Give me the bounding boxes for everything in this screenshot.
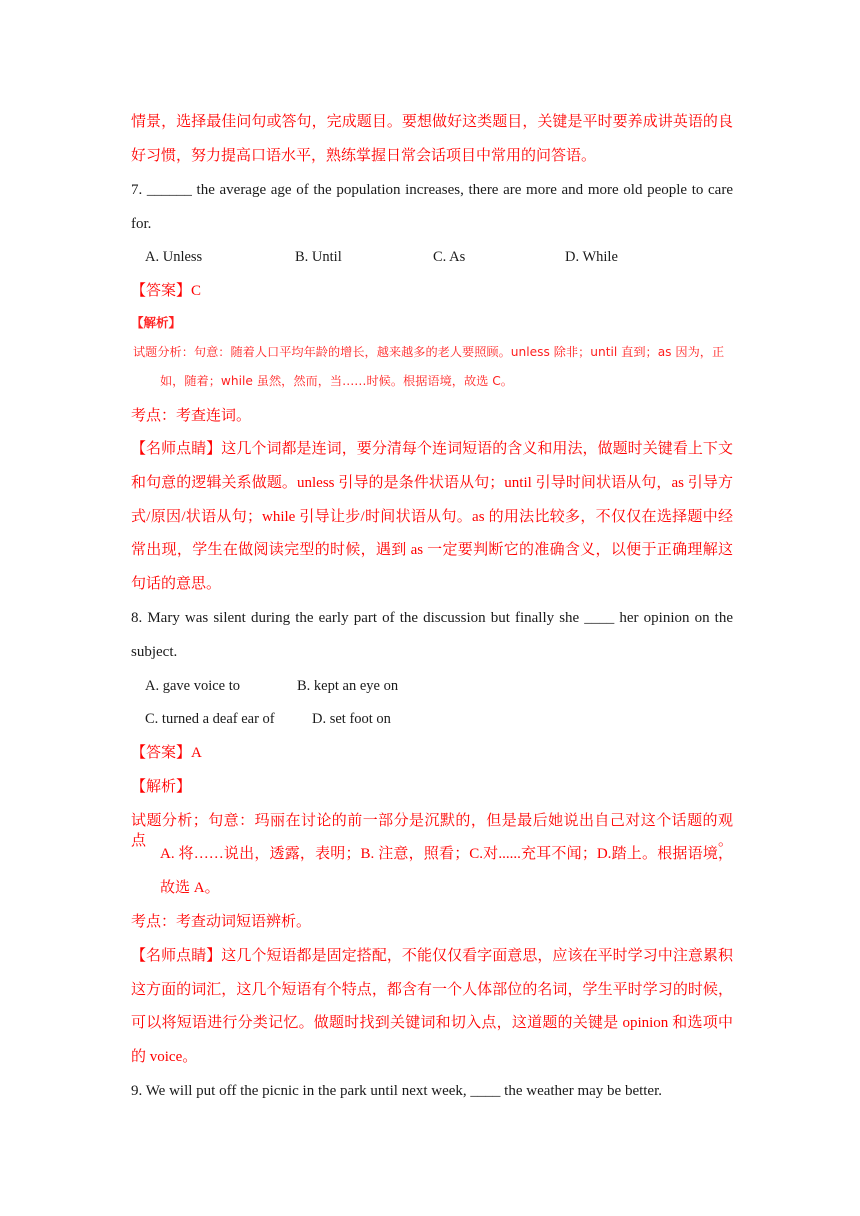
q7-option-c: C. As (433, 249, 466, 265)
q8-tip-line-3: 可以将短语进行分类记忆。做题时找到关键词和切入点，这道题的关键是 opinion 和选项中 (131, 1015, 733, 1031)
q7-tip-line-1: 【名师点睛】这几个词都是连词，要分清每个连词短语的含义和用法，做题时关键看上下文 (131, 441, 733, 457)
q8-tip-line-1: 【名师点睛】这几个短语都是固定搭配，不能仅仅看字面意思，应该在平时学习中注意累积 (131, 948, 733, 964)
q7-tip-line-3: 式/原因/状语从句；while 引导让步/时间状语从句。as 的用法比较多，不仅仅在选择题中经 (131, 509, 733, 525)
q8-tip-line-2: 这方面的词汇，这几个短语有个特点，都含有一个人体部位的名词，学生平时学习的时候， (131, 982, 733, 998)
q8-analysis-line-3: 故选 A。 (160, 880, 220, 896)
q9-stem-line-1: 9. We will put off the picnic in the park until next week, ____ the weather may be better. (131, 1083, 663, 1099)
q8-option-c: C. turned a deaf ear of (145, 711, 275, 727)
intro-line-2: 好习惯，努力提高口语水平，熟练掌握日常会话项目中常用的问答语。 (131, 148, 597, 164)
q8-option-d: D. set foot on (312, 711, 391, 727)
q7-answer: 【答案】C (131, 283, 202, 299)
q8-analysis-line-2: A. 将……说出，透露，表明；B. 注意，照看；C.对......充耳不闻；D.踏上。根据语境， (160, 846, 733, 862)
q7-analysis-line-1: 试题分析：句意：随着人口平均年龄的增长，越来越多的老人要照顾。unless 除非；until 直到；as 因为，正 (133, 345, 725, 359)
q8-analysis-label: 【解析】 (131, 779, 192, 795)
q7-option-d: D. While (565, 249, 618, 265)
q7-analysis-label: 【解析】 (131, 315, 182, 330)
q7-analysis-line-2: 如，随着；while 虽然，然而，当……时候。根据语境，故选 C。 (160, 374, 513, 388)
q8-option-b: B. kept an eye on (297, 678, 399, 694)
q8-stem-line-2: subject. (131, 644, 178, 660)
q7-option-b: B. Until (295, 249, 342, 265)
q7-tip-line-2: 和句意的逻辑关系做题。unless 引导的是条件状语从句；until 引导时间状语从句，as 引导方 (131, 475, 733, 491)
q7-stem-line-2: for. (131, 216, 152, 232)
q7-tip-line-5: 句话的意思。 (131, 576, 222, 592)
intro-line-1: 情景，选择最佳问句或答句，完成题目。要想做好这类题目，关键是平时要养成讲英语的良 (131, 114, 733, 130)
q7-point: 考点：考查连词。 (131, 408, 252, 424)
q8-stem-line-1: 8. Mary was silent during the early part of the discussion but finally she ____ her opinion on the (131, 610, 733, 626)
q8-tip-line-4: 的 voice。 (131, 1049, 198, 1065)
q8-option-a: A. gave voice to (145, 678, 241, 694)
q7-option-a: A. Unless (145, 249, 203, 265)
q7-stem-line-1: 7. ______ the average age of the population increases, there are more and more old people to care (131, 182, 733, 198)
q8-point: 考点：考查动词短语辨析。 (131, 914, 312, 930)
q8-answer: 【答案】A (131, 745, 202, 761)
q8-analysis-line-1: 试题分析；句意：玛丽在讨论的前一部分是沉默的，但是最后她说出自己对这个话题的观点。 (131, 813, 733, 849)
q7-tip-line-4: 常出现，学生在做阅读完型的时候，遇到 as 一定要判断它的准确含义，以便于正确理解这 (131, 542, 733, 558)
